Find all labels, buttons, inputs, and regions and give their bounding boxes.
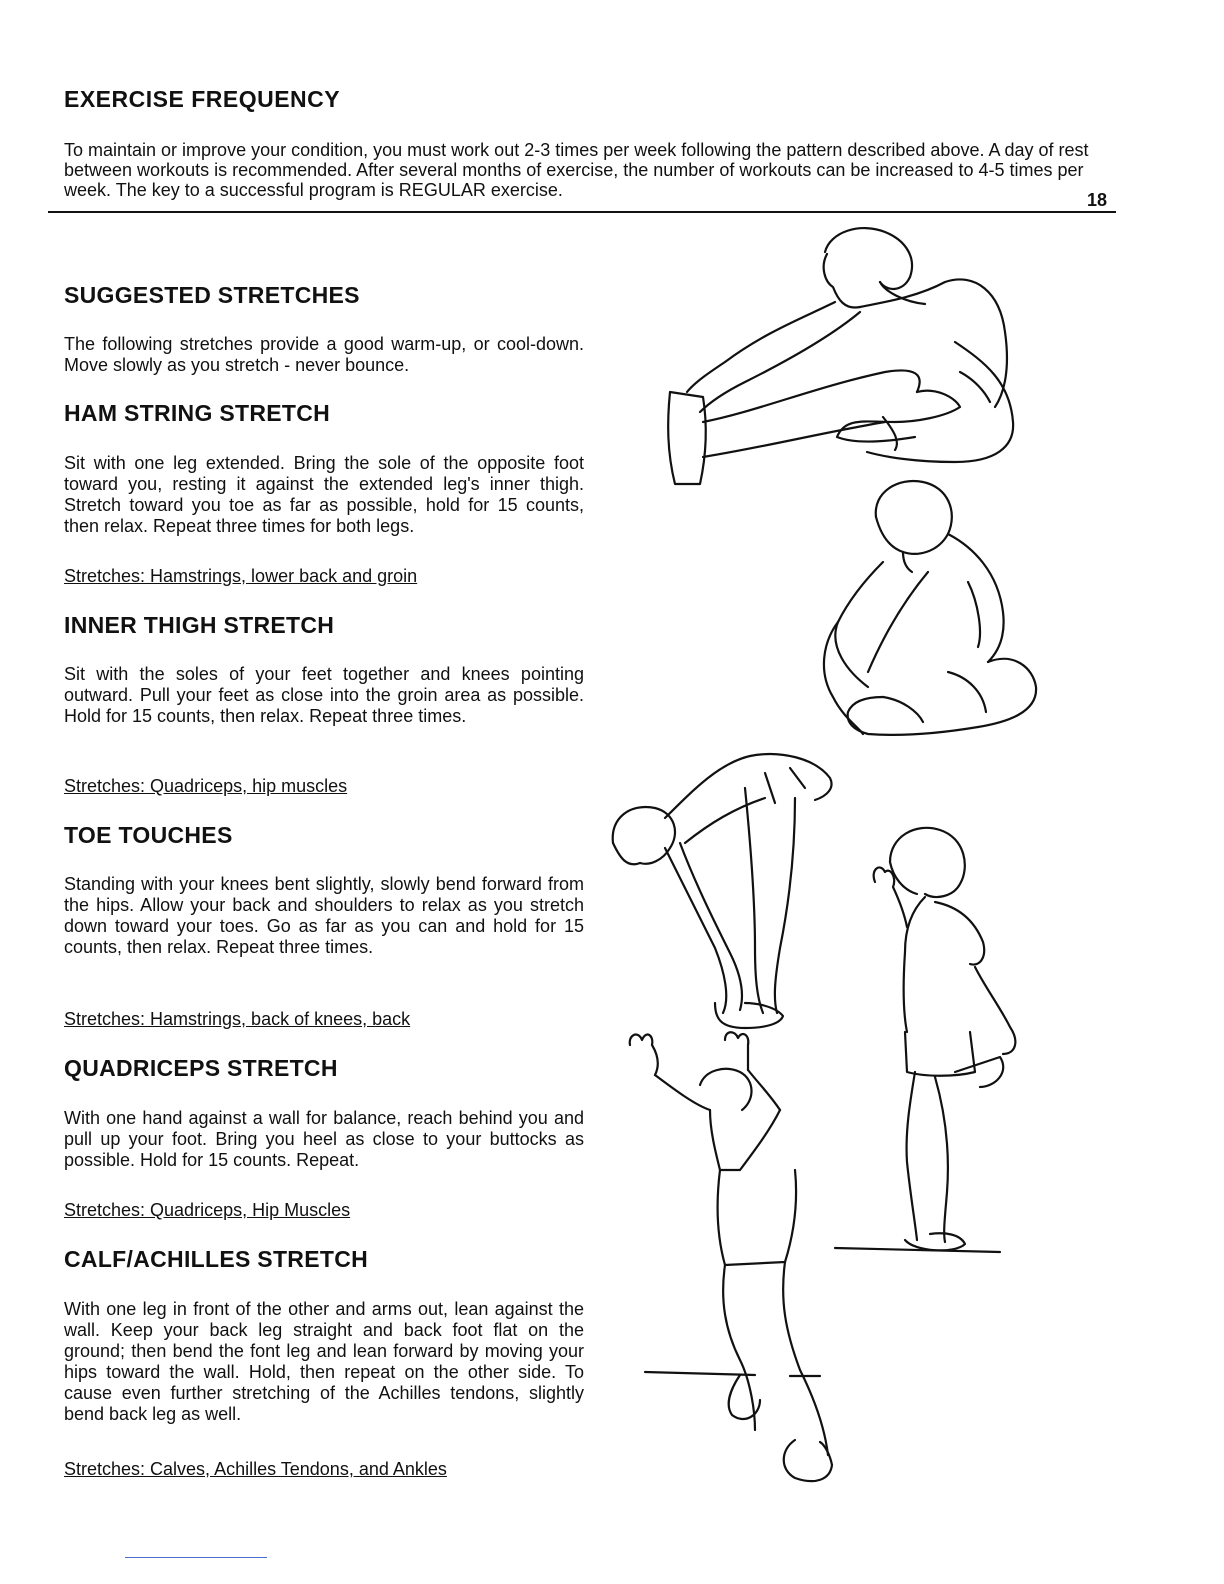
- calf-achilles-stretch-illustration: [620, 1030, 850, 1490]
- inner-thigh-stretch-targets: Stretches: Quadriceps, hip muscles: [64, 776, 348, 796]
- calf-achilles-stretch-heading: CALF/ACHILLES STRETCH: [64, 1246, 369, 1272]
- exercise-frequency-heading: EXERCISE FREQUENCY: [64, 86, 341, 112]
- toe-touches-illustration: [605, 748, 840, 1038]
- toe-touches-heading: TOE TOUCHES: [64, 822, 233, 848]
- calf-achilles-stretch-targets: Stretches: Calves, Achilles Tendons, and Ankles: [64, 1459, 447, 1479]
- calf-achilles-stretch-text: With one leg in front of the other and arms out, lean against the wall. Keep your back leg straight and back foot flat on the ground; then bend the font leg and lean forward by moving your hips toward the wall. Hold, then repeat on the other side. To cause even further stretching of the Achilles tendons, slightly bend back leg as well.: [64, 1299, 584, 1424]
- suggested-stretches-heading: SUGGESTED STRETCHES: [64, 282, 360, 308]
- hamstring-stretch-heading: HAM STRING STRETCH: [64, 400, 331, 426]
- section-divider: [48, 211, 1116, 213]
- quadriceps-stretch-heading: QUADRICEPS STRETCH: [64, 1055, 338, 1081]
- footer-line: [125, 1557, 267, 1558]
- hamstring-stretch-targets: Stretches: Hamstrings, lower back and groin: [64, 566, 418, 586]
- toe-touches-targets: Stretches: Hamstrings, back of knees, back: [64, 1009, 411, 1029]
- inner-thigh-stretch-illustration: [808, 472, 1048, 752]
- toe-touches-text: Standing with your knees bent slightly, slowly bend forward from the hips. Allow your back and shoulders to relax as you stretch down toward your toes. Go as far as you can and hold for 15 counts, then relax. Repeat three times.: [64, 874, 584, 957]
- quadriceps-stretch-text: With one hand against a wall for balance, reach behind you and pull up your foot. Bring you heel as close to your buttocks as possible. Hold for 15 counts. Repeat.: [64, 1108, 584, 1170]
- hamstring-stretch-illustration: [655, 222, 1075, 492]
- exercise-frequency-text: To maintain or improve your condition, you must work out 2-3 times per week following the pattern described above. A day of rest between workouts is recommended. After several months of exercise, the number of workouts can be increased to 4-5 times per week. The key to a successful program is REGULAR exercise.: [64, 140, 1089, 200]
- quadriceps-stretch-targets: Stretches: Quadriceps, Hip Muscles: [64, 1200, 351, 1220]
- hamstring-stretch-text: Sit with one leg extended. Bring the sole of the opposite foot toward you, resting it against the extended leg's inner thigh. Stretch toward you toe as far as possible, hold for 15 counts, then relax. Repeat three times for both legs.: [64, 453, 584, 536]
- inner-thigh-stretch-heading: INNER THIGH STRETCH: [64, 612, 335, 638]
- inner-thigh-stretch-text: Sit with the soles of your feet together and knees pointing outward. Pull your feet as close into the groin area as possible. Hold for 15 counts, then relax. Repeat three times.: [64, 664, 584, 726]
- quadriceps-stretch-illustration: [835, 822, 1035, 1267]
- suggested-stretches-text: The following stretches provide a good warm-up, or cool-down. Move slowly as you stretch - never bounce.: [64, 334, 584, 375]
- page-number: 18: [1087, 190, 1108, 210]
